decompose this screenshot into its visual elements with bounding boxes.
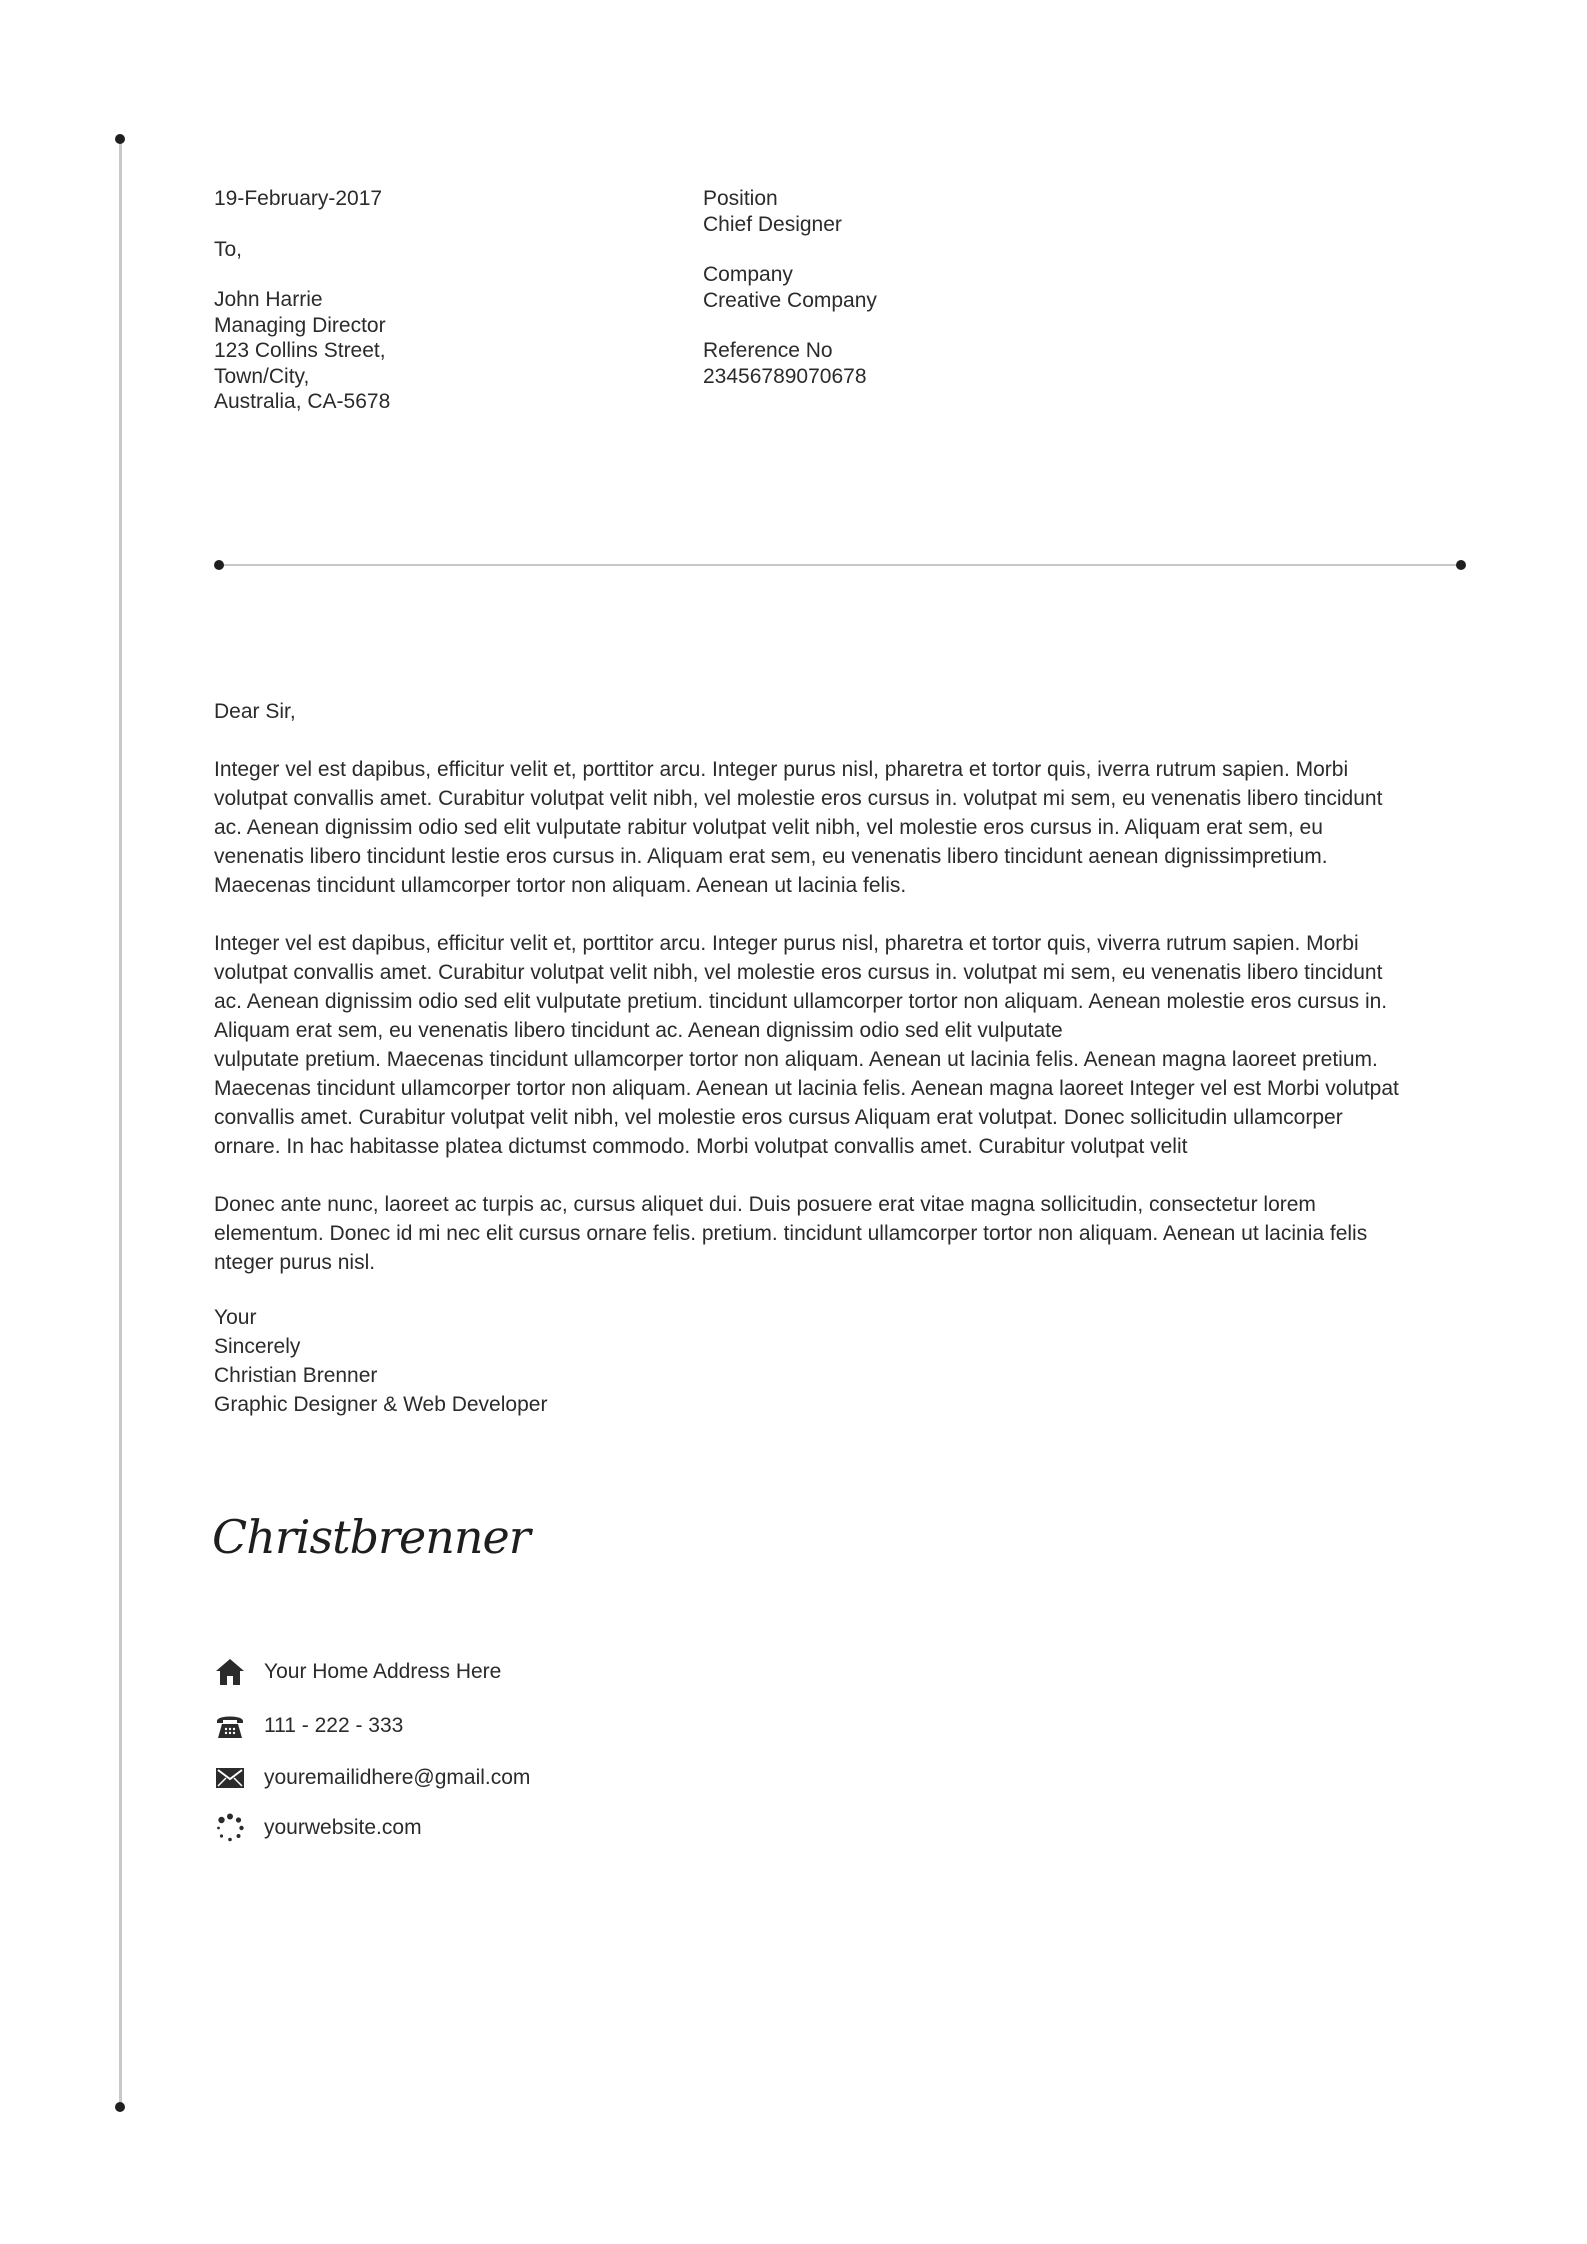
recipient-block — [214, 186, 390, 415]
company-label: Company — [703, 263, 793, 286]
contact-phone — [214, 1710, 403, 1742]
paragraph-line: elementum. Donec id mi nec elit cursus ornare felis. pretium. tincidunt ullamcorper tortor non aliquam. Aenean ut lacinia felis — [214, 1222, 1368, 1245]
paragraph-line: Maecenas tincidunt ullamcorper tortor non aliquam. Aenean ut lacinia felis. — [214, 874, 907, 897]
paragraph-line: nteger purus nisl. — [214, 1251, 376, 1274]
sender-role: Graphic Designer & Web Developer — [214, 1393, 548, 1416]
vertical-rule-bottom-dot — [115, 2102, 125, 2112]
paragraph-line: ornare. In hac habitasse platea dictumst commodo. Morbi volutpat convallis amet. Curabitur volutpat velit — [214, 1135, 1188, 1158]
recipient-street: 123 Collins Street, — [214, 339, 386, 362]
paragraph-line: Integer vel est dapibus, efficitur velit et, porttitor arcu. Integer purus nisl, pharetra et tortor quis, viverra rutrum sapien. Morbi — [214, 932, 1359, 955]
paragraph-line: volutpat convallis amet. Curabitur volutpat velit nibh, vel molestie eros cursus in. volutpat mi sem, eu venenatis libero tincidunt — [214, 787, 1383, 810]
reference-value: 23456789070678 — [703, 364, 867, 388]
horizontal-rule-left-dot — [214, 560, 224, 570]
paragraph-line: vulputate pretium. Maecenas tincidunt ullamcorper tortor non aliquam. Aenean ut lacinia felis. Aenean magna laoreet pretium. — [214, 1048, 1378, 1071]
home-icon — [214, 1656, 246, 1688]
position-label: Position — [703, 187, 778, 210]
salutation: Dear Sir, — [214, 700, 296, 723]
paragraph-line: Integer vel est dapibus, efficitur velit et, porttitor arcu. Integer purus nisl, pharetra et tortor quis, iverra rutrum sapien. Morbi — [214, 758, 1349, 781]
paragraph-1 — [214, 755, 1494, 900]
website-text: yourwebsite.com — [264, 1816, 422, 1839]
recipient-name: John Harrie — [214, 288, 323, 311]
phone-icon — [214, 1710, 246, 1742]
globe-icon — [214, 1812, 246, 1844]
horizontal-rule — [219, 564, 1461, 566]
vertical-rule-top-dot — [115, 134, 125, 144]
recipient-country: Australia, CA-5678 — [214, 390, 391, 413]
sender-name: Christian Brenner — [214, 1364, 378, 1387]
paragraph-2 — [214, 929, 1494, 1161]
paragraph-line: convallis amet. Curabitur volutpat velit nibh, vel molestie eros cursus Aliquam erat volutpat. Donec sollicitudin ullamcorper — [214, 1106, 1343, 1129]
envelope-icon — [214, 1762, 246, 1794]
paragraph-line: venenatis libero tincidunt lestie eros cursus in. Aliquam erat sem, eu venenatis libero tincidunt aenean dignissimpretium. — [214, 845, 1328, 868]
paragraph-3 — [214, 1190, 1494, 1277]
email-text: youremailidhere@gmail.com — [264, 1766, 531, 1789]
position-value: Chief Designer — [703, 212, 842, 236]
paragraph-line: ac. Aenean dignissim odio sed elit vulputate pretium. tincidunt ullamcorper tortor non aliquam. Aenean molestie eros cursus in. — [214, 990, 1388, 1013]
paragraph-line: volutpat convallis amet. Curabitur volutpat velit nibh, vel molestie eros cursus in. volutpat mi sem, eu venenatis libero tincidunt — [214, 961, 1383, 984]
handwritten-signature: Christbrenner — [212, 1510, 530, 1564]
company-value: Creative Company — [703, 288, 877, 312]
paragraph-line: ac. Aenean dignissim odio sed elit vulputate rabitur volutpat velit nibh, vel molestie eros cursus in. Aliquam erat sem, eu — [214, 816, 1323, 839]
address-text: Your Home Address Here — [264, 1660, 502, 1683]
horizontal-rule-right-dot — [1456, 560, 1466, 570]
contact-website — [214, 1812, 422, 1844]
to-label: To, — [214, 237, 243, 261]
recipient-title: Managing Director — [214, 313, 386, 337]
closing-line-1: Your — [214, 1306, 257, 1329]
closing-line-2: Sincerely — [214, 1335, 301, 1358]
phone-text: 111 - 222 - 333 — [264, 1714, 404, 1737]
letter-date: 19-February-2017 — [214, 187, 383, 210]
recipient-city: Town/City, — [214, 364, 310, 388]
paragraph-line: Aliquam erat sem, eu venenatis libero tincidunt ac. Aenean dignissim odio sed elit vulputate — [214, 1019, 1063, 1042]
vertical-rule — [119, 139, 122, 2106]
paragraph-line: Maecenas tincidunt ullamcorper tortor non aliquam. Aenean ut lacinia felis. Aenean magna laoreet Integer vel est Morbi volutpat — [214, 1077, 1399, 1100]
contact-email — [214, 1762, 530, 1794]
contact-address — [214, 1656, 501, 1688]
job-details-block — [703, 186, 877, 389]
reference-label: Reference No — [703, 339, 833, 362]
paragraph-line: Donec ante nunc, laoreet ac turpis ac, cursus aliquet dui. Duis posuere erat vitae magna sollicitudin, consectetur lorem — [214, 1193, 1316, 1216]
letter-body — [214, 697, 1494, 1306]
closing-block — [214, 1303, 547, 1419]
